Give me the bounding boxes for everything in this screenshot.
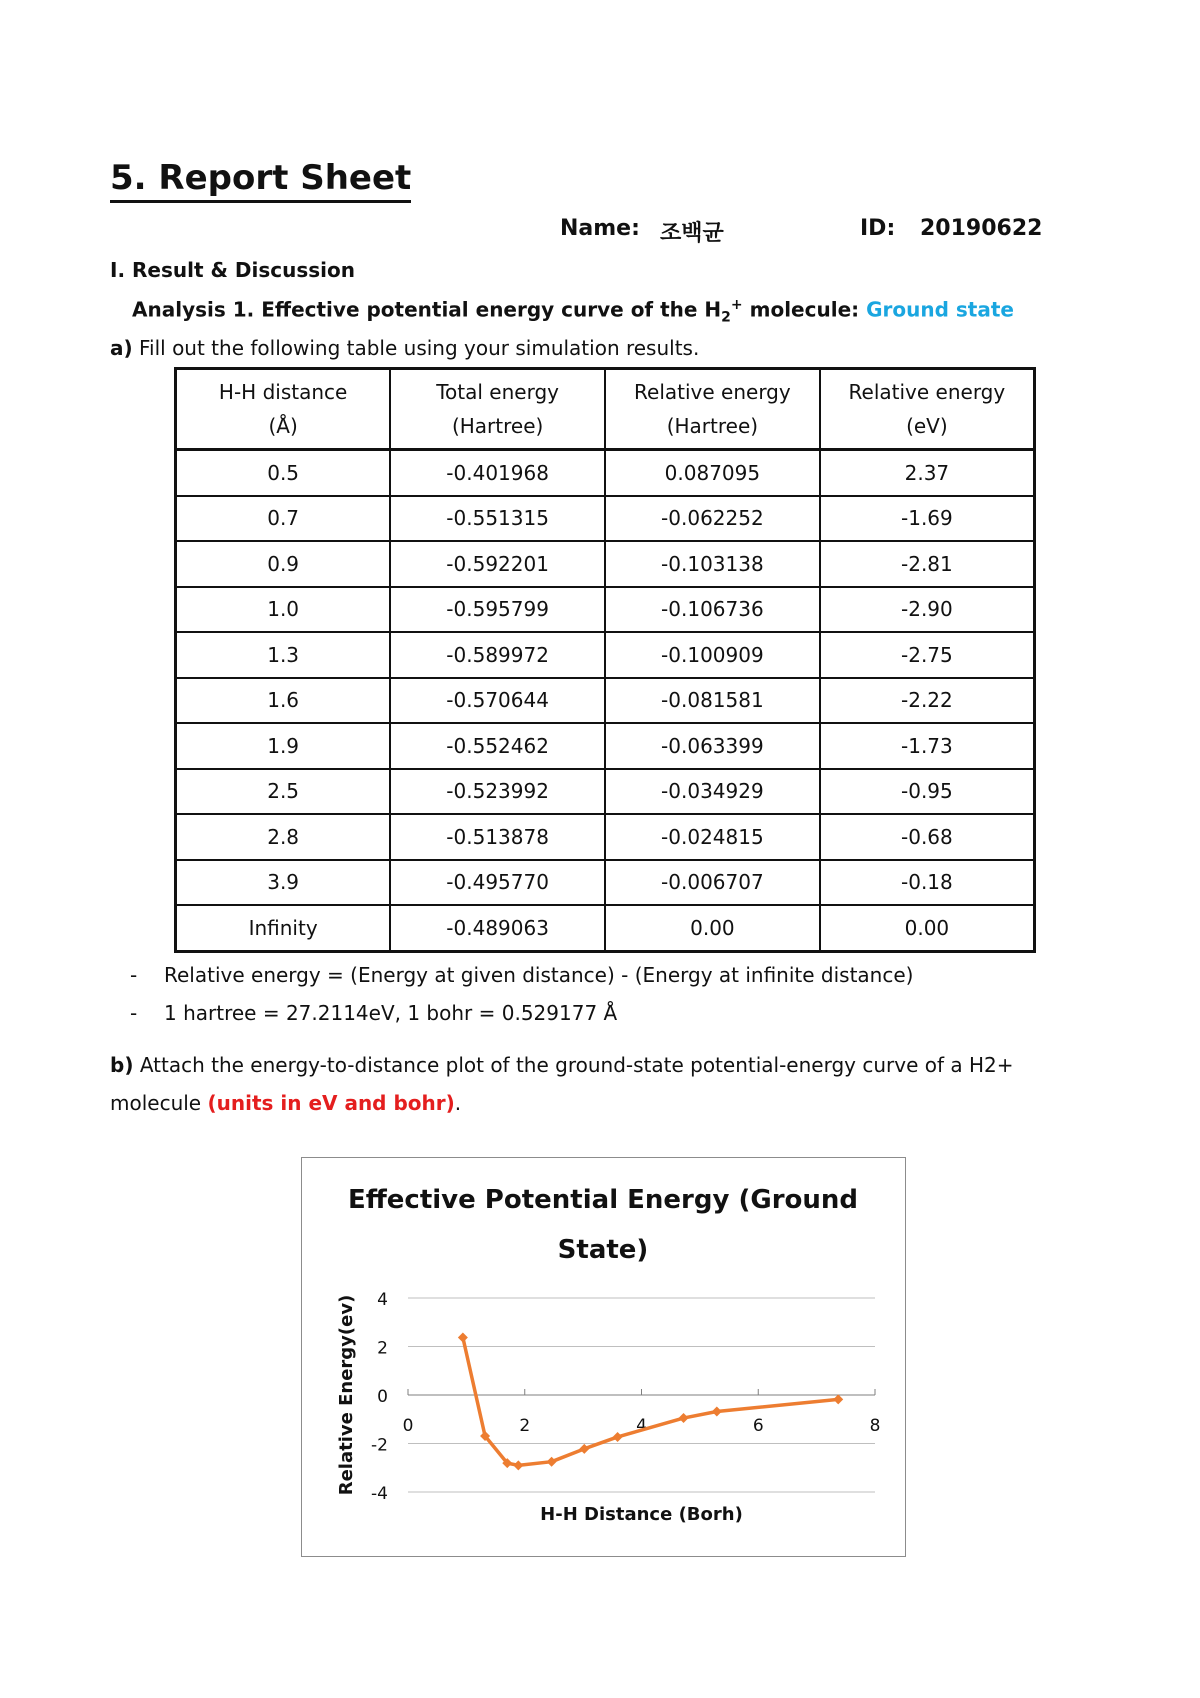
table-cell: -0.495770 [390, 860, 605, 906]
note-relative-energy [130, 963, 913, 987]
table-cell: -0.034929 [605, 769, 820, 815]
table-row [176, 860, 1035, 906]
table-cell: 0.7 [176, 496, 391, 542]
note-dash: - [130, 963, 138, 987]
header-relative-hartree [605, 369, 820, 450]
id-label: ID: [860, 216, 896, 241]
y-tick-label: -4 [371, 1484, 388, 1504]
table-cell: 2.8 [176, 814, 391, 860]
y-tick-label: 0 [377, 1387, 388, 1407]
table-cell: -0.595799 [390, 587, 605, 633]
header-line: Relative energy [848, 380, 1006, 404]
note-text: Relative energy = (Energy at given distance) - (Energy at infinite distance) [164, 963, 914, 987]
table-row [176, 905, 1035, 951]
analysis-heading [132, 297, 1014, 326]
table-row [176, 769, 1035, 815]
analysis-subscript: 2 [721, 309, 731, 326]
table-cell: -2.22 [820, 678, 1035, 724]
header-line: (eV) [906, 414, 948, 438]
table-cell: 1.3 [176, 632, 391, 678]
name-label: Name: [560, 216, 640, 241]
header-line: (Hartree) [666, 414, 759, 438]
part-a-instruction [110, 336, 699, 360]
chart-title: State) [557, 1235, 649, 1265]
header-line: Relative energy [634, 380, 791, 404]
note-text: 1 hartree = 27.2114eV, 1 bohr = 0.529177 Å [164, 1001, 618, 1025]
table-cell: -0.062252 [605, 496, 820, 542]
header-distance [176, 369, 391, 450]
table-cell: -2.90 [820, 587, 1035, 633]
table-cell: 3.9 [176, 860, 391, 906]
table-cell: -2.81 [820, 541, 1035, 587]
y-axis-label: Relative Energy(ev) [336, 1294, 357, 1496]
table-cell: 2.37 [820, 450, 1035, 496]
x-tick-label: 6 [752, 1416, 764, 1436]
part-b-line-2 [110, 1084, 1070, 1122]
section-title: I. Result & Discussion [110, 258, 355, 282]
table-cell: -0.552462 [390, 723, 605, 769]
chart-container [301, 1157, 906, 1557]
table-row [176, 632, 1035, 678]
table-cell: -0.18 [820, 860, 1035, 906]
part-b-end: . [454, 1091, 462, 1115]
analysis-state: Ground state [866, 297, 1014, 322]
x-tick-label: 4 [636, 1416, 647, 1436]
table-cell: 0.9 [176, 541, 391, 587]
header-line: (Hartree) [451, 414, 544, 438]
results-table [174, 367, 1036, 953]
table-cell: -0.589972 [390, 632, 605, 678]
table-cell: 1.9 [176, 723, 391, 769]
header-line: Total energy [436, 380, 559, 404]
table-cell: -0.570644 [390, 678, 605, 724]
table-cell: 0.00 [820, 905, 1035, 951]
table-cell: -0.592201 [390, 541, 605, 587]
y-tick-label: -2 [371, 1435, 388, 1456]
table-cell: -1.73 [820, 723, 1035, 769]
table-row [176, 587, 1035, 633]
page-title: 5. Report Sheet [110, 158, 411, 203]
note-dash: - [130, 1001, 138, 1025]
header-line: (Å) [268, 414, 298, 438]
table-cell: -0.106736 [605, 587, 820, 633]
table-cell: -0.100909 [605, 632, 820, 678]
part-a-text: Fill out the following table using your simulation results. [132, 336, 700, 360]
table-row [176, 541, 1035, 587]
table-row [176, 678, 1035, 724]
series-line [463, 1338, 838, 1466]
x-tick-label: 8 [869, 1416, 881, 1436]
table-cell: 0.00 [605, 905, 820, 951]
name-value: 조백균 [660, 221, 724, 246]
part-a-marker: a) [110, 336, 133, 360]
table-cell: 1.0 [176, 587, 391, 633]
analysis-middle: molecule: [742, 297, 867, 322]
table-cell: Infinity [176, 905, 391, 951]
analysis-superscript: + [730, 297, 743, 313]
x-tick-label: 2 [519, 1416, 531, 1436]
table-cell: -0.551315 [390, 496, 605, 542]
table-cell: -2.75 [820, 632, 1035, 678]
part-b-text: Attach the energy-to-distance plot of the ground-state potential-energy curve of a H2+ [133, 1053, 1014, 1077]
table-cell: 0.5 [176, 450, 391, 496]
data-point-marker [613, 1432, 623, 1442]
part-b-line-1 [110, 1046, 1070, 1084]
header-total-energy [390, 369, 605, 450]
part-b-units-highlight: (units in eV and bohr) [207, 1091, 455, 1115]
y-tick-label: 4 [377, 1290, 388, 1310]
table-cell: -0.081581 [605, 678, 820, 724]
header-line: H-H distance [218, 380, 348, 404]
y-tick-label: 2 [377, 1338, 388, 1359]
table-cell: -0.95 [820, 769, 1035, 815]
data-point-marker [579, 1444, 589, 1454]
data-point-marker [547, 1457, 557, 1467]
table-cell: -0.68 [820, 814, 1035, 860]
table-cell: -1.69 [820, 496, 1035, 542]
table-cell: 2.5 [176, 769, 391, 815]
table-cell: -0.006707 [605, 860, 820, 906]
table-row [176, 450, 1035, 496]
header-relative-ev [820, 369, 1035, 450]
table-row [176, 723, 1035, 769]
data-point-marker [679, 1413, 689, 1423]
table-cell: 1.6 [176, 678, 391, 724]
table-cell: -0.489063 [390, 905, 605, 951]
data-point-marker [458, 1333, 468, 1343]
data-point-marker [712, 1406, 722, 1416]
table-cell: -0.063399 [605, 723, 820, 769]
table-row [176, 814, 1035, 860]
id-value: 20190622 [920, 216, 1043, 241]
table-cell: -0.513878 [390, 814, 605, 860]
data-point-marker [833, 1394, 843, 1404]
table-cell: -0.024815 [605, 814, 820, 860]
data-point-marker [513, 1460, 523, 1470]
note-unit-conversion [130, 1001, 617, 1025]
x-tick-label: 0 [402, 1416, 414, 1436]
table-header-row [176, 369, 1035, 450]
table-cell: -0.401968 [390, 450, 605, 496]
table-cell: -0.523992 [390, 769, 605, 815]
table-row [176, 496, 1035, 542]
part-b-instruction [110, 1046, 1070, 1122]
part-b-marker: b) [110, 1053, 134, 1077]
table-cell: 0.087095 [605, 450, 820, 496]
x-axis-label: H-H Distance (Borh) [540, 1504, 743, 1525]
table-cell: -0.103138 [605, 541, 820, 587]
potential-energy-chart [302, 1158, 905, 1556]
analysis-prefix: Analysis 1. Effective potential energy curve of the H [132, 297, 722, 322]
part-b-text-2: molecule [110, 1091, 208, 1115]
chart-title: Effective Potential Energy (Ground [347, 1185, 859, 1215]
